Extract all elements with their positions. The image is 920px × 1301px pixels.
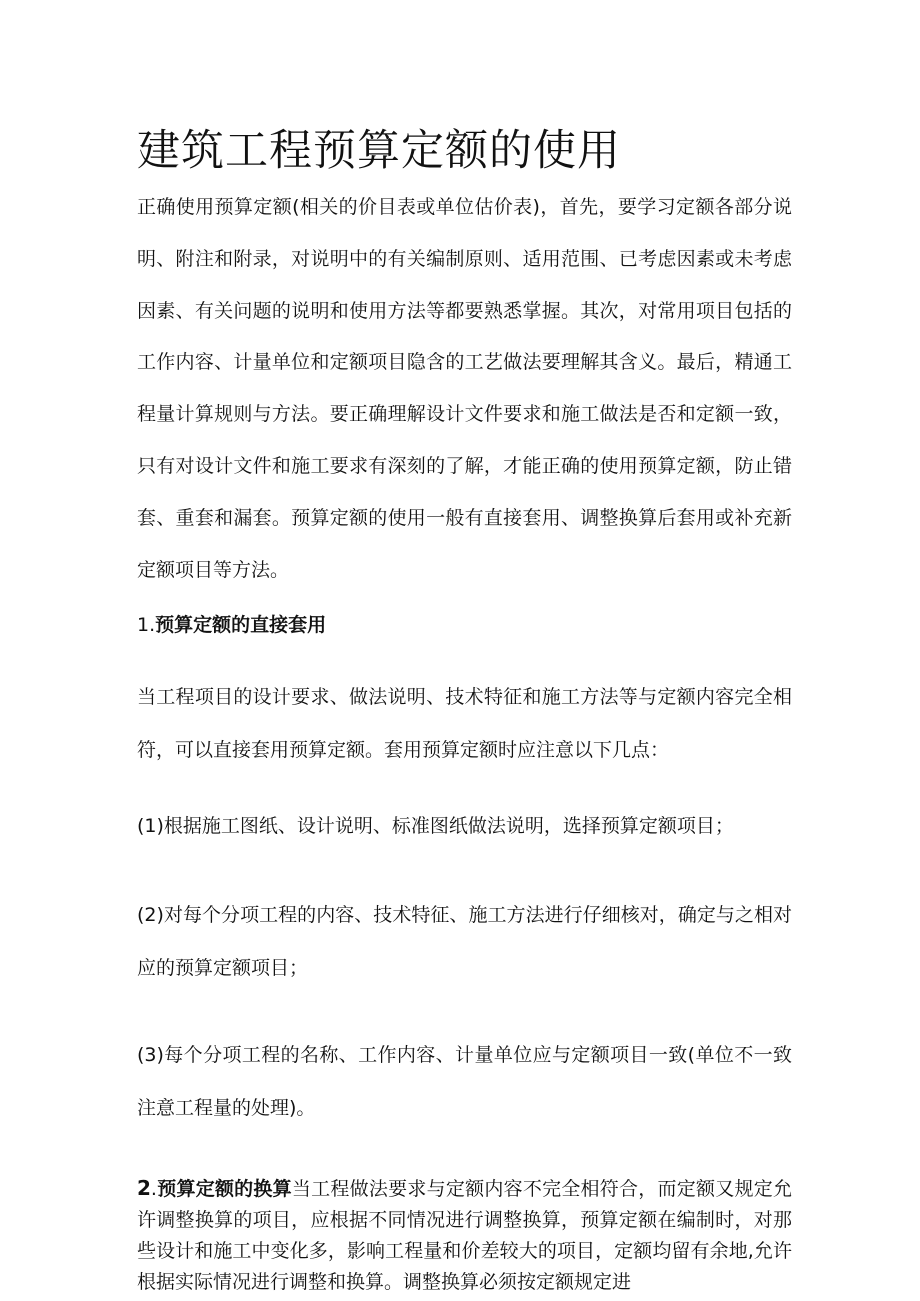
section-2-text: 当工程做法要求与定额内容不完全相符合，而定额又规定允许调整换算的项目，应根据不同情况进行调整换算，预算定额在编制时，对那些设计和施工中变化多，影响工程量和价差较大的项目，定额均留有余地,允许根据实际情况进行调整和换算。调整换算必须按定额规定进 bbox=[137, 1178, 792, 1294]
section-2-paragraph bbox=[137, 1173, 792, 1298]
section-2-title: 预算定额的换算 bbox=[156, 1178, 292, 1201]
section-2-number: 2 bbox=[137, 1176, 151, 1201]
section-1-paragraph: 当工程项目的设计要求、做法说明、技术特征和施工方法等与定额内容完全相符，可以直接套用预算定额。套用预算定额时应注意以下几点： bbox=[137, 686, 792, 762]
section-1-title: 预算定额的直接套用 bbox=[155, 614, 327, 637]
list-item-1: (1)根据施工图纸、设计说明、标准图纸做法说明，选择预算定额项目； bbox=[137, 815, 734, 838]
document-title: 建筑工程预算定额的使用 bbox=[137, 126, 621, 176]
list-item-3: (3)每个分项工程的名称、工作内容、计量单位应与定额项目一致(单位不一致注意工程量的处理)。 bbox=[137, 1044, 792, 1120]
section-1-heading bbox=[137, 609, 792, 641]
section-1-number: 1. bbox=[137, 614, 156, 637]
document-body bbox=[137, 120, 792, 1298]
list-item-2: (2)对每个分项工程的内容、技术特征、施工方法进行仔细核对，确定与之相对应的预算定额项目； bbox=[137, 904, 792, 980]
section-2-dot: . bbox=[150, 1178, 157, 1201]
intro-paragraph: 正确使用预算定额(相关的价目表或单位估价表)，首先，要学习定额各部分说明、附注和附录，对说明中的有关编制原则、适用范围、已考虑因素或未考虑因素、有关问题的说明和使用方法等都要熟悉掌握。其次，对常用项目包括的工作内容、计量单位和定额项目隐含的工艺做法要理解其含义。最后，精通工程量计算规则与方法。要正确理解设计文件要求和施工做法是否和定额一致，只有对设计文件和施工要求有深刻的了解，才能正确的使用预算定额，防止错套、重套和漏套。预算定额的使用一般有直接套用、调整换算后套用或补充新定额项目等方法。 bbox=[137, 196, 792, 581]
